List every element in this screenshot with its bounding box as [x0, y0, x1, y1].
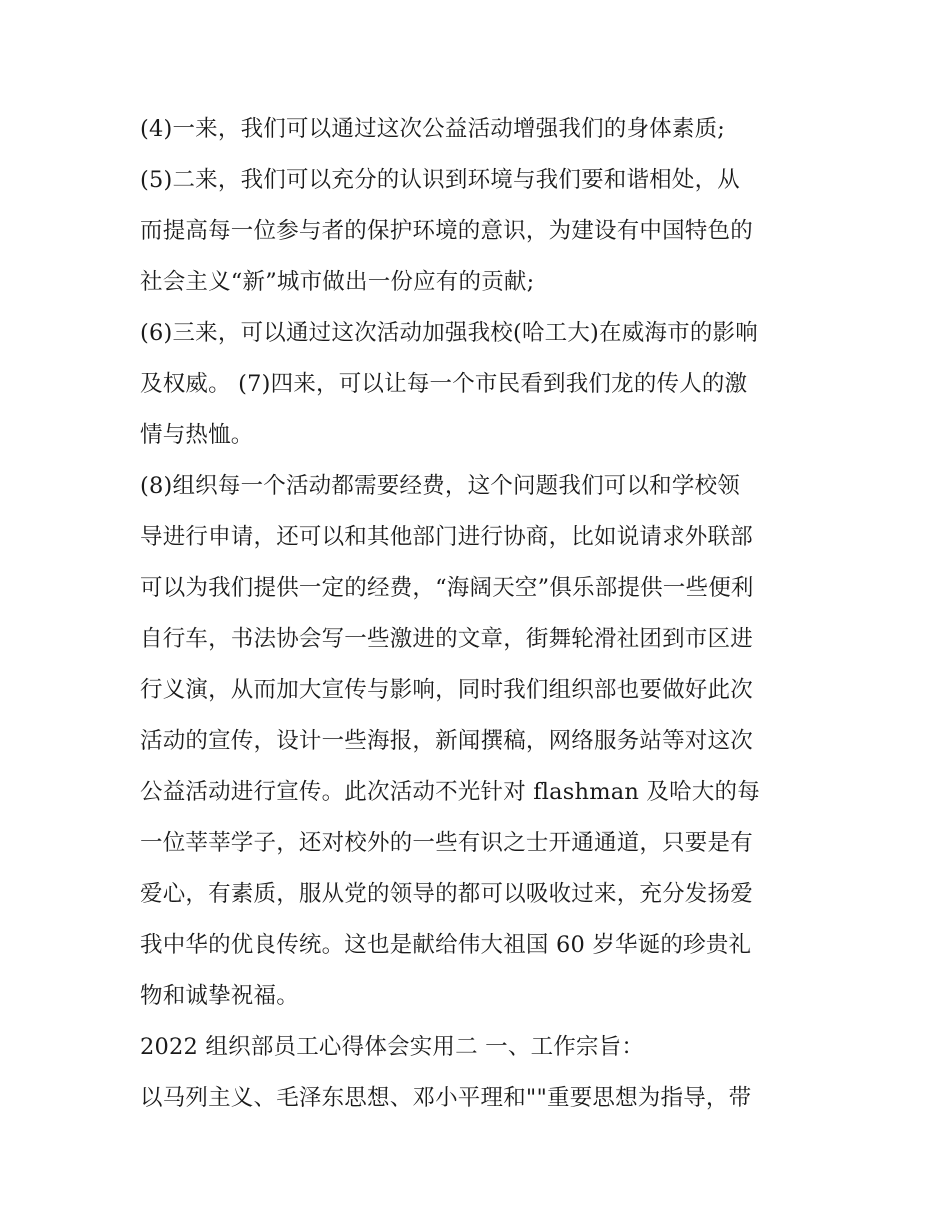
text-line: 自行车，书法协会写一些激进的文章，街舞轮滑社团到市区进 [140, 626, 753, 652]
text-line: 行义演，从而加大宣传与影响，同时我们组织部也要做好此次 [140, 677, 753, 703]
text-line: 活动的宣传，设计一些海报，新闻撰稿，网络服务站等对这次 [140, 728, 753, 754]
text-line: (4)一来，我们可以通过这次公益活动增强我们的身体素质; [140, 116, 726, 142]
section-heading: 2022 组织部员工心得体会实用二 一、工作宗旨： [140, 1034, 645, 1060]
text-line: 及权威。 (7)四来，可以让每一个市民看到我们龙的传人的激 [140, 371, 748, 397]
text-line: 以马列主义、毛泽东思想、邓小平理和""重要思想为指导，带 [140, 1085, 752, 1111]
text-line: 社会主义“新”城市做出一份应有的贡献; [140, 269, 535, 295]
text-line: 爱心，有素质，服从党的领导的都可以吸收过来，充分发扬爱 [140, 881, 753, 907]
text-line: (8)组织每一个活动都需要经费，这个问题我们可以和学校领 [140, 473, 740, 499]
text-line: 物和诚挚祝福。 [140, 983, 299, 1009]
text-line: 情与热恤。 [140, 422, 254, 448]
text-line: 我中华的优良传统。这也是献给伟大祖国 60 岁华诞的珍贵礼 [140, 932, 752, 958]
text-line: 导进行申请，还可以和其他部门进行协商，比如说请求外联部 [140, 524, 753, 550]
text-line: (5)二来，我们可以充分的认识到环境与我们要和谐相处，从 [140, 167, 740, 193]
document-body [140, 104, 820, 1124]
text-line: (6)三来，可以通过这次活动加强我校(哈工大)在威海市的影响 [140, 320, 758, 346]
text-line: 而提高每一位参与者的保护环境的意识，为建设有中国特色的 [140, 218, 753, 244]
text-line: 可以为我们提供一定的经费，“海阔天空”俱乐部提供一些便利 [140, 575, 754, 601]
text-line: 一位莘莘学子，还对校外的一些有识之士开通通道，只要是有 [140, 830, 753, 856]
text-line: 公益活动进行宣传。此次活动不光针对 flashman 及哈大的每 [140, 779, 760, 805]
